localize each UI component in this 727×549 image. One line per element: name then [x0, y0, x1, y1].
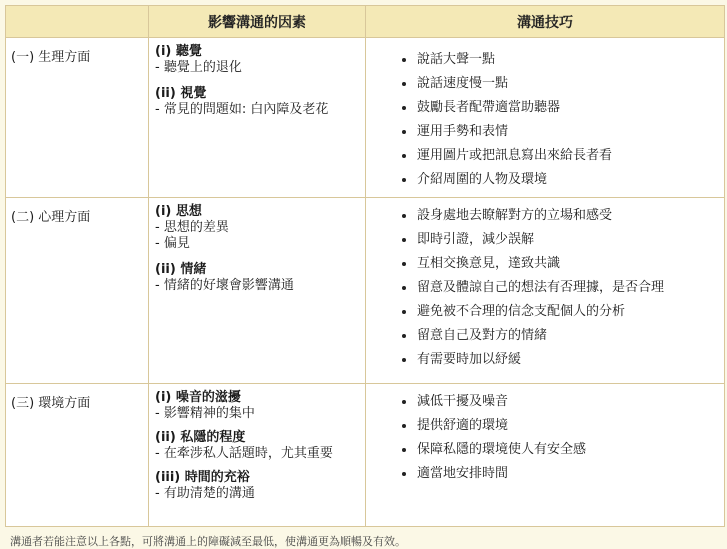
list-item	[366, 48, 724, 72]
list-item	[366, 72, 724, 96]
skill-list	[366, 390, 724, 486]
skills-cell	[366, 38, 725, 198]
factor-heading: (ii) 私隱的程度	[155, 430, 246, 445]
bullet-icon	[402, 262, 406, 266]
factor-heading: (ii) 視覺	[155, 86, 207, 101]
list-item	[366, 390, 724, 414]
bullet-icon	[402, 472, 406, 476]
skill-text: 運用圖片或把訊息寫出來給長者看	[417, 148, 613, 163]
skill-text: 設身處地去瞭解對方的立場和感受	[417, 208, 613, 223]
factor-line: - 情緒的好壞會影響溝通	[155, 278, 294, 293]
list-item	[366, 324, 724, 348]
skill-text: 保障私隱的環境使人有安全感	[417, 442, 587, 457]
factor-group	[155, 204, 365, 252]
skill-text: 提供舒適的環境	[417, 418, 509, 433]
bullet-icon	[402, 286, 406, 290]
skill-text: 介紹周圍的人物及環境	[417, 172, 548, 187]
header-skills: 溝通技巧	[366, 6, 725, 38]
factor-line: - 常見的問題如: 白內障及老花	[155, 102, 329, 117]
factor-group	[155, 470, 365, 502]
skill-text: 運用手勢和表情	[417, 124, 509, 139]
factor-line: - 思想的差異	[155, 220, 229, 235]
skill-text: 互相交換意見，達致共識	[417, 256, 561, 271]
list-item	[366, 204, 724, 228]
bullet-icon	[402, 130, 406, 134]
bullet-icon	[402, 448, 406, 452]
skill-text: 說話速度慢一點	[417, 76, 509, 91]
category-cell: (三) 環境方面	[6, 384, 149, 527]
bullet-icon	[402, 154, 406, 158]
skill-text: 留意自己及對方的情緒	[417, 328, 548, 343]
factors-cell	[149, 198, 366, 384]
skills-cell	[366, 198, 725, 384]
skill-text: 適當地安排時間	[417, 466, 509, 481]
factor-group	[155, 262, 365, 294]
factor-group	[155, 430, 365, 462]
bullet-icon	[402, 424, 406, 428]
factor-line: - 聽覺上的退化	[155, 60, 242, 75]
list-item	[366, 462, 724, 486]
bullet-icon	[402, 238, 406, 242]
factor-heading: (i) 思想	[155, 204, 202, 219]
header-row	[6, 6, 725, 38]
skill-list	[366, 44, 724, 192]
skill-text: 減低干擾及噪音	[417, 394, 509, 409]
factor-line: - 偏見	[155, 236, 190, 251]
category-cell: (一) 生理方面	[6, 38, 149, 198]
bullet-icon	[402, 400, 406, 404]
list-item	[366, 144, 724, 168]
list-item	[366, 120, 724, 144]
skill-text: 有需要時加以紓緩	[417, 352, 522, 367]
factor-line: - 有助清楚的溝通	[155, 486, 255, 501]
communication-table	[5, 5, 725, 527]
skill-text: 即時引證，減少誤解	[417, 232, 535, 247]
factor-group	[155, 86, 365, 118]
bullet-icon	[402, 106, 406, 110]
footer-text: 溝通者若能注意以上各點，可將溝通上的障礙減至最低，使溝通更為順暢及有效。	[10, 535, 406, 548]
list-item	[366, 414, 724, 438]
table-row	[6, 38, 725, 198]
table-row	[6, 198, 725, 384]
header-factors: 影響溝通的因素	[149, 6, 366, 38]
factor-line: - 影響精神的集中	[155, 406, 255, 421]
skill-text: 留意及體諒自己的想法有否理據，是否合理	[417, 280, 665, 295]
list-item	[366, 348, 724, 372]
factor-heading: (iii) 時間的充裕	[155, 470, 250, 485]
list-item	[366, 276, 724, 300]
list-item	[366, 228, 724, 252]
skill-text: 鼓勵長者配帶適當助聽器	[417, 100, 561, 115]
bullet-icon	[402, 178, 406, 182]
category-cell: (二) 心理方面	[6, 198, 149, 384]
factor-heading: (i) 聽覺	[155, 44, 202, 59]
header-blank-cell	[6, 6, 149, 38]
skills-cell	[366, 384, 725, 527]
list-item	[366, 438, 724, 462]
table-row	[6, 384, 725, 527]
factors-cell	[149, 384, 366, 527]
skill-text: 避免被不合理的信念支配個人的分析	[417, 304, 626, 319]
factor-group	[155, 390, 365, 422]
skill-list	[366, 204, 724, 372]
list-item	[366, 96, 724, 120]
bullet-icon	[402, 358, 406, 362]
bullet-icon	[402, 214, 406, 218]
list-item	[366, 252, 724, 276]
factor-heading: (ii) 情緒	[155, 262, 207, 277]
factor-heading: (i) 噪音的滋擾	[155, 390, 241, 405]
list-item	[366, 168, 724, 192]
list-item	[366, 300, 724, 324]
factor-line: - 在牽涉私人話題時，尤其重要	[155, 446, 333, 461]
bullet-icon	[402, 58, 406, 62]
bullet-icon	[402, 310, 406, 314]
factors-cell	[149, 38, 366, 198]
bullet-icon	[402, 82, 406, 86]
factor-group	[155, 44, 365, 76]
bullet-icon	[402, 334, 406, 338]
skill-text: 說話大聲一點	[417, 52, 496, 67]
